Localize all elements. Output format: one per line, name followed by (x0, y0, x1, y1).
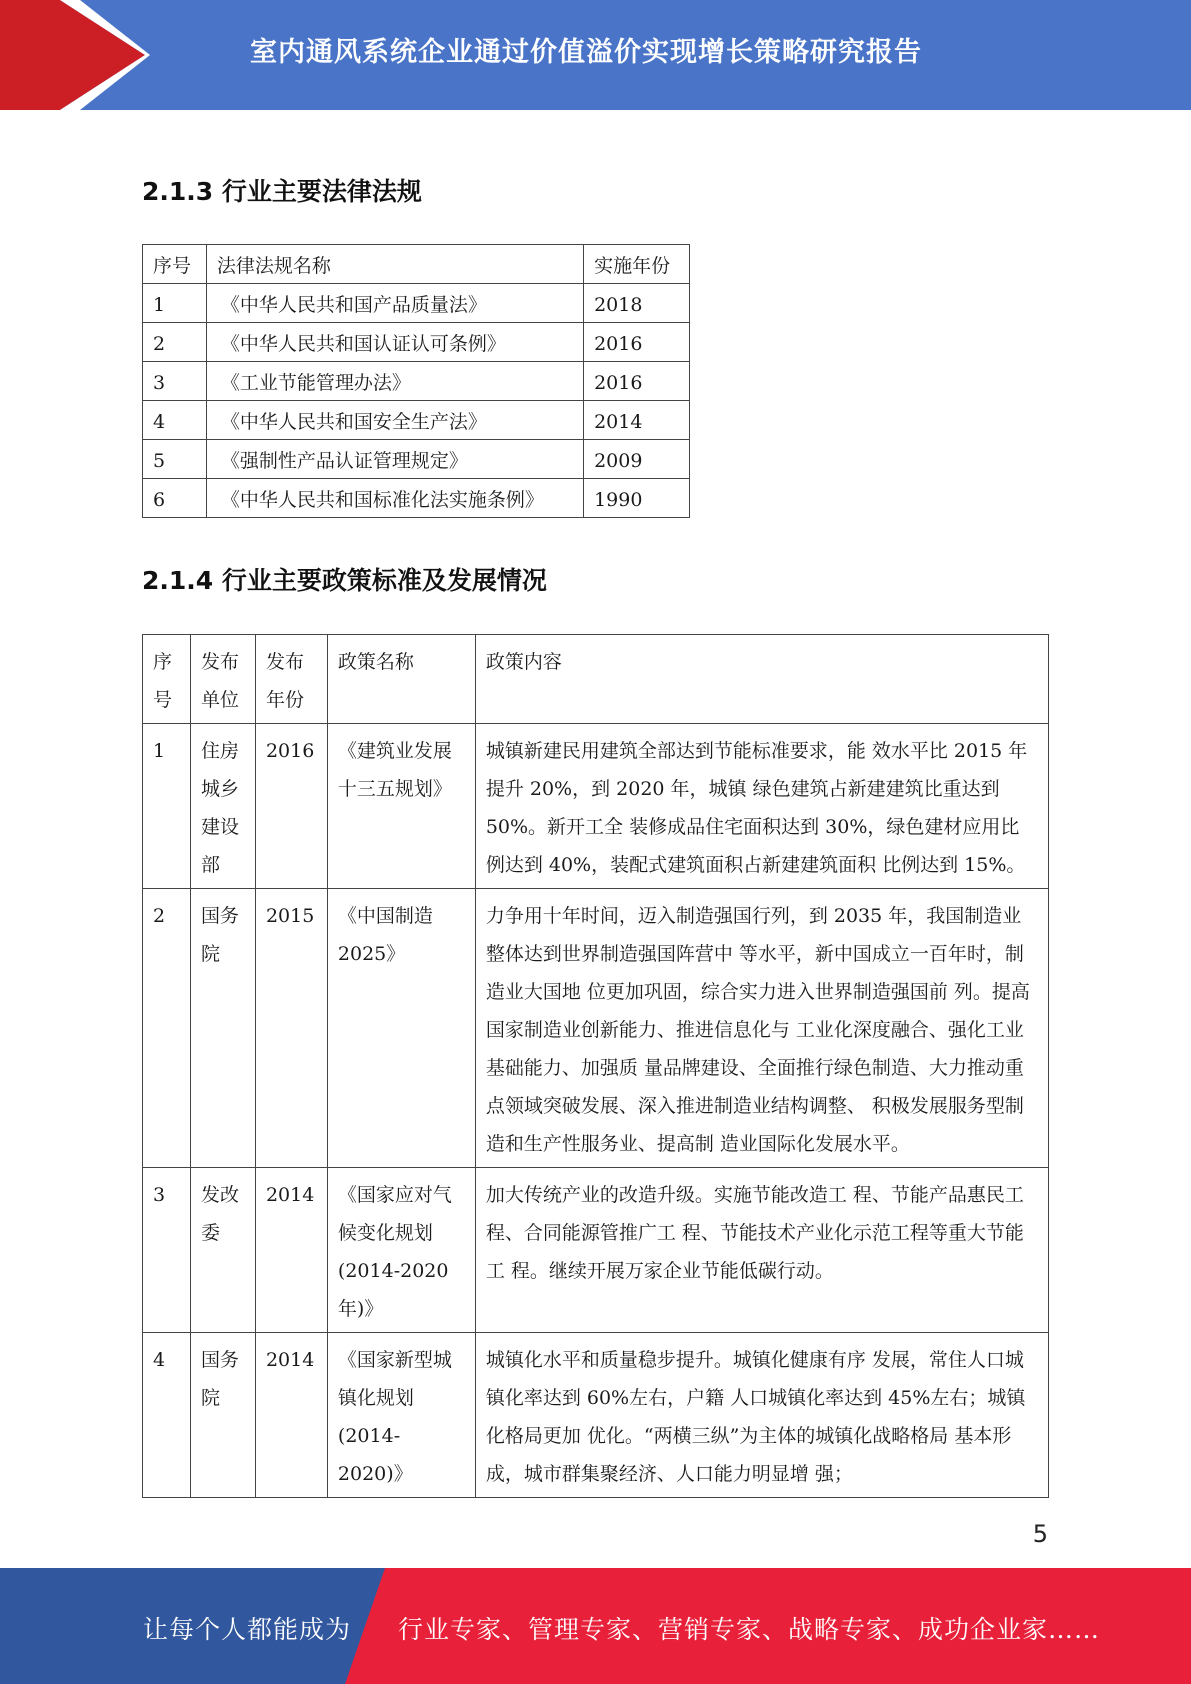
cell-index: 2 (143, 889, 191, 1168)
header-red-chevron (0, 0, 145, 110)
header-cell: 政策名称 (327, 635, 475, 724)
table-row (143, 479, 690, 518)
page-number: 5 (1032, 1520, 1048, 1548)
table-row (143, 1168, 1049, 1333)
cell-year: 2009 (584, 440, 690, 479)
table-row (143, 889, 1049, 1168)
header-cell: 发布年份 (255, 635, 327, 724)
cell-publisher: 发改委 (190, 1168, 255, 1333)
cell-law-name: 《工业节能管理办法》 (206, 362, 583, 401)
cell-law-name: 《中华人民共和国认证认可条例》 (206, 323, 583, 362)
cell-year: 2016 (584, 323, 690, 362)
cell-index: 3 (143, 1168, 191, 1333)
header-cell: 法律法规名称 (206, 245, 583, 284)
laws-table (142, 244, 690, 518)
table-row (143, 724, 1049, 889)
page-header (0, 0, 1191, 110)
header-cell: 序号 (143, 245, 207, 284)
policy-table (142, 634, 1049, 1498)
cell-index: 3 (143, 362, 207, 401)
header-cell: 政策内容 (475, 635, 1048, 724)
cell-law-name: 《中华人民共和国产品质量法》 (206, 284, 583, 323)
cell-year: 2015 (255, 889, 327, 1168)
cell-policy-content: 城镇化水平和质量稳步提升。城镇化健康有序 发展，常住人口城镇化率达到 60%左右，户籍 人口城镇化率达到 45%左右；城镇化格局更加 优化。“两横三纵”为主体的城镇化战略格局 基本形成，城市群集聚经济、人口能力明显增 强； (475, 1333, 1048, 1498)
cell-index: 5 (143, 440, 207, 479)
cell-index: 4 (143, 401, 207, 440)
table-row (143, 284, 690, 323)
cell-year: 2014 (255, 1333, 327, 1498)
header-cell: 实施年份 (584, 245, 690, 284)
cell-index: 2 (143, 323, 207, 362)
table-header-row (143, 635, 1049, 724)
cell-index: 1 (143, 724, 191, 889)
section-title-policies: 2.1.4 行业主要政策标准及发展情况 (142, 566, 547, 595)
cell-publisher: 国务院 (190, 889, 255, 1168)
cell-year: 1990 (584, 479, 690, 518)
table-row (143, 401, 690, 440)
cell-year: 2016 (584, 362, 690, 401)
cell-law-name: 《强制性产品认证管理规定》 (206, 440, 583, 479)
cell-policy-content: 力争用十年时间，迈入制造强国行列，到 2035 年，我国制造业整体达到世界制造强国阵营中 等水平，新中国成立一百年时，制造业大国地 位更加巩固，综合实力进入世界制造强国前 列。提高国家制造业创新能力、推进信息化与 工业化深度融合、强化工业基础能力、加强质 量品牌建设、全面推行绿色制造、大力推动重 点领域突破发展、深入推进制造业结构调整、 积极发展服务型制造和生产性服务业、提高制 造业国际化发展水平。 (475, 889, 1048, 1168)
cell-index: 6 (143, 479, 207, 518)
table-row (143, 1333, 1049, 1498)
cell-year: 2014 (255, 1168, 327, 1333)
footer-slogan-left: 让每个人都能成为 (143, 1615, 352, 1644)
cell-policy-name: 《国家新型城镇化规划 (2014-2020)》 (327, 1333, 475, 1498)
cell-policy-name: 《国家应对气候变化规划 (2014-2020 年)》 (327, 1168, 475, 1333)
cell-policy-content: 加大传统产业的改造升级。实施节能改造工 程、节能产品惠民工程、合同能源管推广工 程、节能技术产业化示范工程等重大节能工 程。继续开展万家企业节能低碳行动。 (475, 1168, 1048, 1333)
cell-publisher: 国务院 (190, 1333, 255, 1498)
header-cell: 序号 (143, 635, 191, 724)
cell-law-name: 《中华人民共和国安全生产法》 (206, 401, 583, 440)
cell-year: 2014 (584, 401, 690, 440)
cell-policy-name: 《中国制造 2025》 (327, 889, 475, 1168)
page-footer (0, 1568, 1191, 1684)
cell-year: 2016 (255, 724, 327, 889)
header-cell: 发布单位 (190, 635, 255, 724)
table-header-row (143, 245, 690, 284)
footer-slogan-right: 行业专家、管理专家、营销专家、战略专家、成功企业家…… (398, 1615, 1101, 1644)
cell-policy-content: 城镇新建民用建筑全部达到节能标准要求，能 效水平比 2015 年提升 20%，到 2020 年，城镇 绿色建筑占新建建筑比重达到 50%。新开工全 装修成品住宅面积达到 30%，绿色建材应用比 例达到 40%，装配式建筑面积占新建建筑面积 比例达到 15%。 (475, 724, 1048, 889)
report-title: 室内通风系统企业通过价值溢价实现增长策略研究报告 (250, 37, 922, 68)
cell-year: 2018 (584, 284, 690, 323)
cell-policy-name: 《建筑业发展十三五规划》 (327, 724, 475, 889)
section-title-laws: 2.1.3 行业主要法律法规 (142, 177, 422, 206)
cell-index: 4 (143, 1333, 191, 1498)
table-row (143, 440, 690, 479)
cell-index: 1 (143, 284, 207, 323)
table-row (143, 362, 690, 401)
cell-law-name: 《中华人民共和国标准化法实施条例》 (206, 479, 583, 518)
table-row (143, 323, 690, 362)
cell-publisher: 住房城乡建设部 (190, 724, 255, 889)
